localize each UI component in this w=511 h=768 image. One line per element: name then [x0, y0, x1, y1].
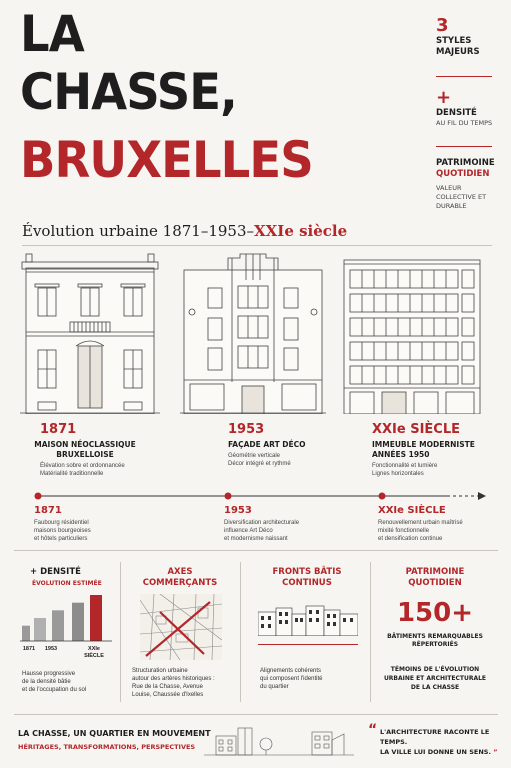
heritage-count: 150+ [396, 598, 474, 628]
density-title: + DENSITÉ [30, 567, 81, 577]
building-year-1953: 1953 [228, 422, 265, 437]
quote-close-icon: ” [493, 748, 498, 756]
timeline-text-xxie: Renouvellement urbain maîtrisé mixité fonctionnelle et densification continue [378, 520, 463, 542]
modernist-building-illustration [342, 258, 482, 414]
fronts-title: FRONTS BÂTIS CONTINUS [272, 567, 342, 588]
timeline-text-1953: Diversification architecturale influence Art Déco et modernisme naissant [224, 520, 300, 542]
timeline-dot-1953 [225, 493, 232, 500]
art-deco-building-illustration [180, 252, 326, 414]
side-stat-density: + DENSITÉ AU FIL DU TEMPS [436, 87, 493, 127]
neoclassical-building-illustration [20, 252, 160, 414]
quote-open-icon: “ [368, 722, 378, 738]
building-desc-modernist: Fonctionnalité et lumière Lignes horizontales [372, 463, 438, 477]
footer-subtitle: HÉRITAGES, TRANSFORMATIONS, PERSPECTIVES [18, 743, 196, 751]
chart-tick-1871: 1871 [22, 646, 36, 652]
section-rule [14, 550, 498, 551]
street-facade-illustration [258, 600, 358, 636]
side-divider [436, 146, 492, 147]
timeline-year-1953: 1953 [224, 505, 252, 516]
subtitle-rule [22, 245, 492, 246]
footer-quote: L'ARCHITECTURE RACONTE LE TEMPS. LA VILLE LUI DONNE UN SENS. ” [380, 728, 498, 756]
side-stat-heritage: PATRIMOINE QUOTIDIEN VALEUR COLLECTIVE ET DURABLE [436, 158, 495, 210]
subtitle: Évolution urbaine 1871–1953–XXIe siècle [22, 222, 348, 240]
axes-desc: Structuration urbaine autour des artères historiques : Rue de la Chasse, Avenue Louise, Chaussée d'Ixelles [132, 668, 215, 698]
timeline-year-xxie: XXIe SIÈCLE [378, 505, 446, 516]
heritage-count-label: BÂTIMENTS REMARQUABLES RÉPERTORIÉS [387, 633, 483, 648]
title-line-3: BRUXELLES [20, 131, 313, 189]
density-bar [72, 603, 84, 641]
footer-skyline-illustration [204, 722, 354, 758]
side-stat-styles: 3 STYLES MAJEURS [436, 15, 480, 57]
building-year-1871: 1871 [40, 422, 77, 437]
building-desc-art-deco: Géométrie verticale Décor intégré et rythmé [228, 453, 291, 467]
building-name-modernist: IMMEUBLE MODERNISTE ANNÉES 1950 [372, 440, 475, 459]
density-bar [34, 618, 46, 641]
chart-tick-xxie: XXIe SIÈCLE [84, 646, 104, 659]
density-desc: Hausse progressive de la densité bâtie et de l'occupation du sol [22, 671, 87, 693]
building-name-neoclassical: MAISON NÉOCLASSIQUE BRUXELLOISE [34, 440, 136, 459]
timeline-dot-xxie [379, 493, 386, 500]
density-bar [90, 595, 102, 641]
footer-rule [14, 714, 498, 715]
building-year-xxie: XXIe SIÈCLE [372, 422, 461, 437]
street-map-illustration [140, 594, 222, 660]
heritage-desc: TÉMOINS DE L'ÉVOLUTION URBAINE ET ARCHITECTURALE DE LA CHASSE [383, 666, 487, 691]
density-bar-chart [18, 592, 114, 642]
axes-title: AXES COMMERÇANTS [142, 567, 218, 588]
building-desc-neoclassical: Élévation sobre et ordonnancée Matérialité traditionnelle [40, 463, 125, 477]
panel-divider [240, 562, 241, 702]
fronts-rule [258, 644, 358, 645]
building-name-art-deco: FAÇADE ART DÉCO [228, 440, 306, 449]
heritage-title: PATRIMOINE QUOTIDIEN [405, 567, 465, 588]
density-bar [22, 626, 30, 641]
density-subtitle: ÉVOLUTION ESTIMÉE [32, 580, 102, 587]
title-line-2: CHASSE, [20, 63, 237, 121]
timeline-text-1871: Faubourg résidentiel maisons bourgeoises et hôtels particuliers [34, 520, 91, 542]
fronts-desc: Alignements cohérents qui composent l'identité du quartier [260, 668, 323, 690]
timeline-year-1871: 1871 [34, 505, 62, 516]
density-bar [52, 610, 64, 641]
panel-divider [370, 562, 371, 702]
chart-tick-1953: 1953 [44, 646, 58, 652]
timeline-line [30, 488, 494, 504]
title-line-1: LA [20, 5, 84, 63]
footer-title: LA CHASSE, UN QUARTIER EN MOUVEMENT [18, 729, 211, 738]
timeline-dot-1871 [35, 493, 42, 500]
panel-divider [120, 562, 121, 702]
side-divider [436, 76, 492, 77]
